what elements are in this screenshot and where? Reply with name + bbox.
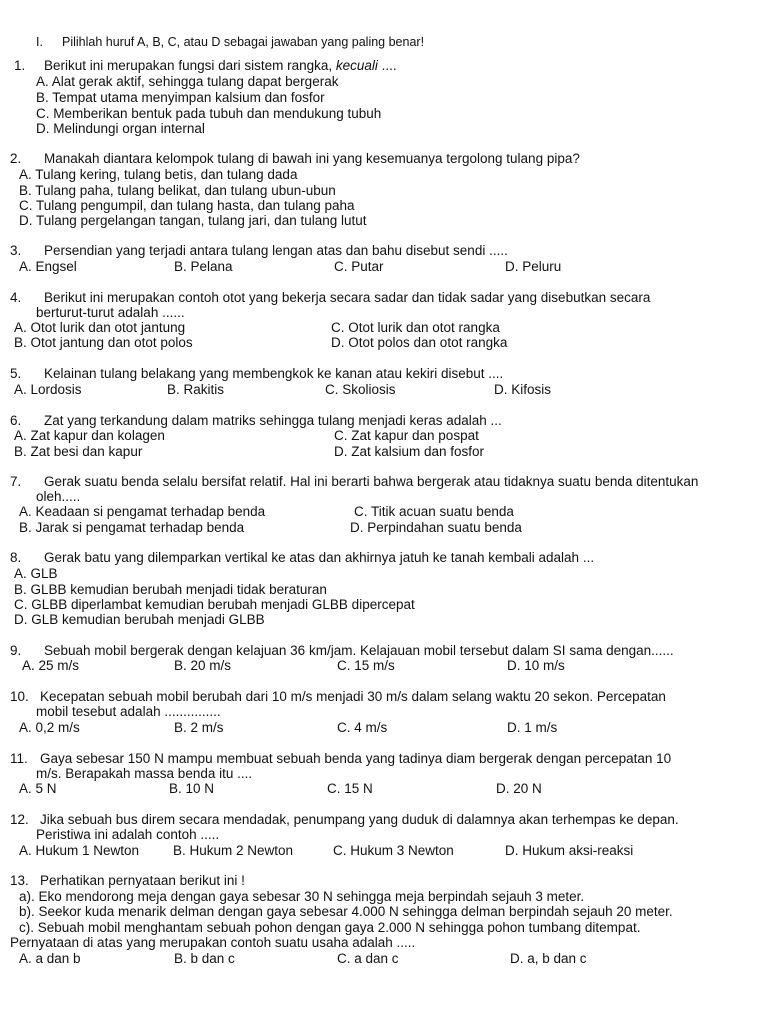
question-6-option-a: A. Zat kapur dan kolagen [14,428,165,443]
question-12-stem-line-1: Jika sebuah bus direm secara mendadak, penumpang yang duduk di dalamnya akan terhempas ke depan. [40,812,679,827]
question-4-option-b: B. Otot jantung dan otot polos [14,335,193,350]
question-6-option-d: D. Zat kalsium dan fosfor [334,444,485,459]
question-11-option-d: D. 20 N [496,781,542,796]
question-8-option-c: C. GLBB diperlambat kemudian berubah menjadi GLBB dipercepat [14,597,415,612]
question-9-option-a: A. 25 m/s [22,658,80,673]
question-3-option-c: C. Putar [334,259,384,274]
question-9-number: 9. [10,643,22,658]
question-11-option-b: B. 10 N [169,781,215,796]
question-13-stem-intro: Perhatikan pernyataan berikut ini ! [40,873,245,888]
question-9-option-c: C. 15 m/s [337,658,395,673]
question-2-option-b: B. Tulang paha, tulang belikat, dan tulang ubun-ubun [19,183,336,198]
instruction-text: Pilihlah huruf A, B, C, atau D sebagai jawaban yang paling benar! [62,35,425,49]
question-7-option-a: A. Keadaan si pengamat terhadap benda [19,504,266,519]
question-5-stem: Kelainan tulang belakang yang membengkok ke kanan atau kekiri disebut .... [44,366,504,381]
question-13-number: 13. [10,873,29,888]
question-10-option-c: C. 4 m/s [337,720,388,735]
question-3-stem: Persendian yang terjadi antara tulang lengan atas dan bahu disebut sendi ..... [44,243,508,258]
question-12-option-d: D. Hukum aksi-reaksi [505,843,634,858]
question-11-number: 11. [10,751,28,766]
question-1-option-b: B. Tempat utama menyimpan kalsium dan fosfor [36,90,325,105]
question-13-statement-a: a). Eko mendorong meja dengan gaya sebesar 30 N sehingga meja berpindah sejauh 3 meter. [19,889,585,904]
question-2-option-c: C. Tulang pengumpil, dan tulang hasta, dan tulang paha [19,198,355,213]
question-5-option-d: D. Kifosis [494,382,552,397]
question-8-option-a: A. GLB [14,566,58,581]
question-13-stem-question: Pernyataan di atas yang merupakan contoh suatu usaha adalah ..... [10,935,416,950]
question-12-stem-line-2: Peristiwa ini adalah contoh ..... [36,827,220,842]
question-8-stem: Gerak batu yang dilemparkan vertikal ke atas dan akhirnya jatuh ke tanah kembali adalah ... [44,550,595,565]
question-11-option-c: C. 15 N [327,781,373,796]
question-4-option-d: D. Otot polos dan otot rangka [331,335,508,350]
question-11-stem-line-1: Gaya sebesar 150 N mampu membuat sebuah benda yang tadinya diam bergerak dengan percepatan 10 [40,751,672,766]
question-7-option-c: C. Titik acuan suatu benda [354,504,514,519]
question-1-option-c: C. Memberikan bentuk pada tubuh dan mendukung tubuh [36,106,382,121]
question-10-stem-line-1: Kecepatan sebuah mobil berubah dari 10 m/s menjadi 30 m/s dalam selang waktu 20 sekon. Percepatan [40,689,666,704]
question-6-number: 6. [10,413,22,428]
question-5-option-c: C. Skoliosis [325,382,396,397]
question-12-option-c: C. Hukum 3 Newton [333,843,454,858]
instruction-number: I. [36,35,43,49]
question-3-option-a: A. Engsel [19,259,77,274]
question-1-option-d: D. Melindungi organ internal [36,121,205,136]
question-11-stem-line-2: m/s. Berapakah massa benda itu .... [36,766,253,781]
question-2-stem: Manakah diantara kelompok tulang di bawah ini yang kesemuanya tergolong tulang pipa? [44,151,580,166]
question-13-statement-b: b). Seekor kuda menarik delman dengan gaya sebesar 4.000 N sehingga delman berpindah sejauh 20 meter. [19,904,673,919]
question-7-stem-line-1: Gerak suatu benda selalu bersifat relatif. Hal ini berarti bahwa bergerak atau tidaknya suatu benda ditentukan [44,474,699,489]
question-1-stem: Berikut ini merupakan fungsi dari sistem rangka, kecuali .... [44,58,397,73]
question-4-option-a: A. Otot lurik dan otot jantung [14,320,186,335]
question-4-option-c: C. Otot lurik dan otot rangka [331,320,500,335]
question-10-number: 10. [10,689,29,704]
question-9-option-b: B. 20 m/s [174,658,232,673]
question-8-option-b: B. GLBB kemudian berubah menjadi tidak beraturan [14,582,327,597]
question-12-option-b: B. Hukum 2 Newton [173,843,294,858]
question-13-option-b: B. b dan c [174,951,235,966]
question-1-number: 1. [14,58,26,73]
question-13-statement-c: c). Sebuah mobil menghantam sebuah pohon dengan gaya 2.000 N sehingga pohon tumbang ditempat. [19,920,641,935]
question-3-option-d: D. Peluru [505,259,562,274]
question-13-option-d: D. a, b dan c [510,951,587,966]
question-5-option-a: A. Lordosis [14,382,82,397]
question-1-option-a: A. Alat gerak aktif, sehingga tulang dapat bergerak [36,74,339,89]
question-3-option-b: B. Pelana [174,259,233,274]
question-8-number: 8. [10,550,22,565]
question-12-option-a: A. Hukum 1 Newton [19,843,140,858]
question-4-stem-line-2: berturut-turut adalah ...... [36,305,185,320]
question-13-option-c: C. a dan c [337,951,399,966]
question-7-number: 7. [10,474,22,489]
question-4-number: 4. [10,290,22,305]
question-5-option-b: B. Rakitis [167,382,225,397]
question-8-option-d: D. GLB kemudian berubah menjadi GLBB [14,612,265,627]
question-9-option-d: D. 10 m/s [507,658,565,673]
question-13-option-a: A. a dan b [19,951,81,966]
question-6-option-c: C. Zat kapur dan pospat [334,428,479,443]
question-9-stem: Sebuah mobil bergerak dengan kelajuan 36 km/jam. Kelajauan mobil tersebut dalam SI sama dengan...... [44,643,674,658]
question-2-option-a: A. Tulang kering, tulang betis, dan tulang dada [19,167,298,182]
question-4-stem-line-1: Berikut ini merupakan contoh otot yang bekerja secara sadar dan tidak sadar yang disebutkan secara [44,290,651,305]
question-10-stem-line-2: mobil tesebut adalah ............... [36,704,221,719]
question-3-number: 3. [10,243,22,258]
question-6-option-b: B. Zat besi dan kapur [14,444,143,459]
question-10-option-a: A. 0,2 m/s [19,720,80,735]
question-11-option-a: A. 5 N [19,781,57,796]
question-2-option-d: D. Tulang pergelangan tangan, tulang jari, dan tulang lutut [19,213,367,228]
question-7-stem-line-2: oleh..... [36,489,81,504]
question-5-number: 5. [10,366,22,381]
question-7-option-b: B. Jarak si pengamat terhadap benda [19,520,245,535]
question-7-option-d: D. Perpindahan suatu benda [350,520,522,535]
question-12-number: 12. [10,812,29,827]
question-10-option-d: D. 1 m/s [507,720,558,735]
question-2-number: 2. [10,151,22,166]
question-10-option-b: B. 2 m/s [174,720,224,735]
question-6-stem: Zat yang terkandung dalam matriks sehingga tulang menjadi keras adalah ... [44,413,502,428]
